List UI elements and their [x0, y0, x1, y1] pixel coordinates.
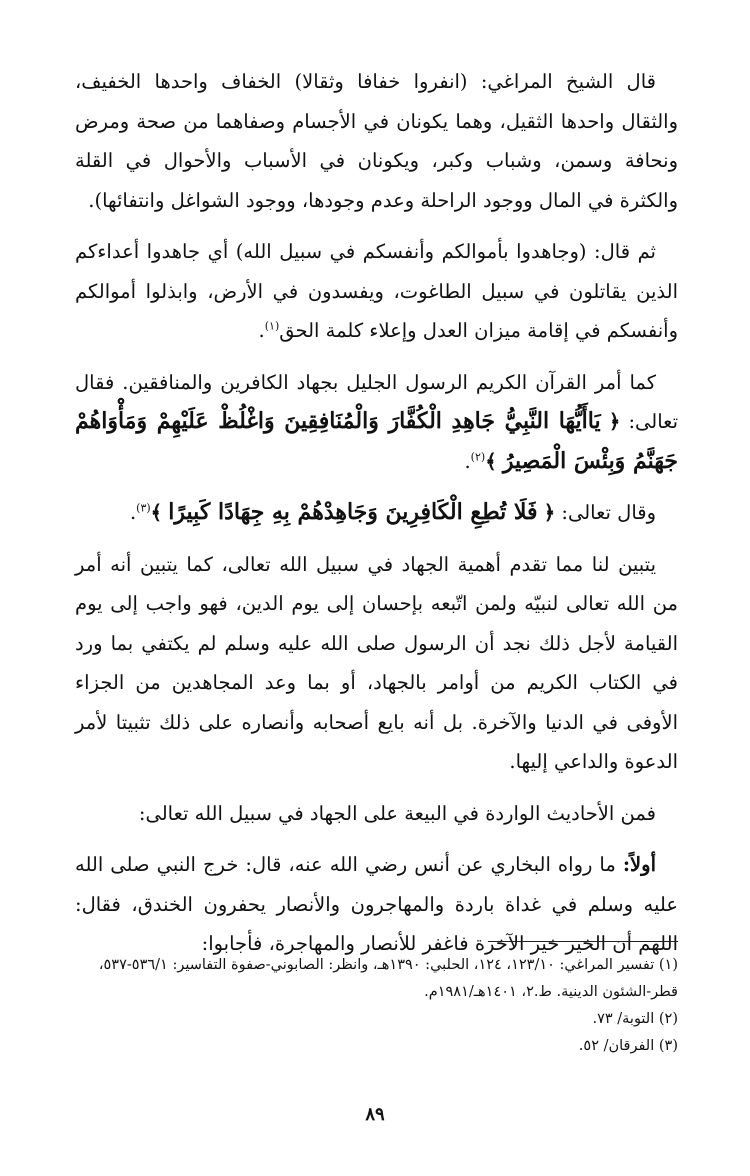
- footnote-divider: [488, 941, 678, 942]
- footnote-1: (١) تفسير المراغي: ١٢٣/١٠، ١٢٤، الحلبي: ١٣٩٠هـ، وانظر: الصابوني-صفوة التفاسير: ٥٣٦/١-٥٣٧، قطر-الشئون الدينية. ط.٢، ١٤٠١هـ/١٩٨١م.: [98, 957, 678, 1000]
- quran-verse-tawbah: يَاأَيُّهَا النَّبِيُّ جَاهِدِ الْكُفَّارَ وَالْمُنَافِقِينَ وَاغْلُظْ عَلَيْهِمْ وَمَأْوَاهُمْ جَهَنَّمُ وَبِئْسَ الْمَصِيرُ: [75, 408, 678, 474]
- ornate-bracket-close: ﴾: [150, 501, 163, 524]
- ornate-bracket-open: ﴿: [608, 410, 621, 433]
- footnote-ref-1[interactable]: (١): [264, 319, 280, 333]
- footnote-ref-3[interactable]: (٣): [136, 501, 151, 515]
- period: .: [464, 449, 471, 473]
- footnote-3: (٣) الفرقان/ ٥٢.: [578, 1038, 678, 1054]
- quran-verse-furqan: فَلَا تُطِعِ الْكَافِرِينَ وَجَاهِدْهُمْ بِهِ جِهَادًا كَبِيرًا: [168, 499, 538, 525]
- quran-command-intro: كما أمر القرآن الكريم الرسول الجليل بجهاد الكافرين والمنافقين. فقال تعالى:: [75, 370, 679, 433]
- paragraph-quran-command: [75, 363, 678, 482]
- paragraph-hadith-intro: فمن الأحاديث الواردة في البيعة على الجهاد في سبيل الله تعالى:: [138, 801, 656, 825]
- period: .: [129, 501, 137, 524]
- paragraph-importance-of-jihad: يتبين لنا مما تقدم أهمية الجهاد في سبيل الله تعالى، كما يتبين أنه أمر من الله تعالى لنبيّه ولمن اتّبعه بإحسان إلى يوم الدين، فهو واجب إلى يوم القيامة لأجل ذلك نجد أن الرسول صلى الله عليه وسلم لم يكتفي بما ورد في الكتاب الكريم من أوامر بالجهاد، أو بما وعد المجاهدين من الجزاء الأوفى في الدنيا والآخرة. بل أنه بايع أصحابه وأنصاره على ذلك تثبيتا لأمر الدعوة والداعي إليها.: [75, 552, 678, 773]
- footnote-ref-2[interactable]: (٢): [470, 450, 486, 463]
- paragraph-jihad-wealth: [75, 232, 678, 351]
- page-number: ٨٩: [365, 1104, 385, 1125]
- ornate-bracket-close: ﴾: [485, 449, 497, 473]
- paragraph-jihad-wealth-text: ثم قال: (وجاهدوا بأموالكم وأنفسكم في سبيل الله) أي جاهدوا أعداءكم الذين يقاتلون في سبيل الطاغوت، ويفسدون في الأرض، وابذلوا أموالكم وأنفسكم في إقامة ميزان العدل وإعلاء كلمة الحق: [75, 240, 678, 342]
- period: .: [258, 319, 265, 342]
- paragraph-first-hadith: [75, 845, 678, 964]
- first-hadith-lead: أولاً:: [622, 853, 656, 876]
- footnote-2: (٢) التوبة/ ٧٣.: [592, 1011, 678, 1027]
- paragraph-maraghi-quote: قال الشيخ المراغي: (انفروا خفافا وثقالا) الخفاف واحدها الخفيف، والثقال واحدها الثقيل، وهما يكونان في الأجسام وصفاهما من صحة ومرض ونحافة وسمن، وشباب وكبر، ويكونان في الأسباب والأحوال في القلة والكثرة في المال ووجود الراحلة وعدم وجودها، ووجود الشواغل وانتفائها).: [75, 70, 678, 212]
- ornate-bracket-open: ﴿: [543, 501, 556, 524]
- footnotes: [75, 952, 678, 1060]
- first-hadith-text: ما رواه البخاري عن أنس رضي الله عنه، قال: خرج النبي صلى الله عليه وسلم في غداة باردة والمهاجرون والأنصار يحفرون الخندق، فقال: اللهم أن الخير خير الآخرة فاغفر للأنصار والمهاجرة، فأجابوا:: [75, 853, 678, 955]
- furqan-intro: وقال تعالى:: [561, 501, 656, 524]
- paragraph-furqan: [75, 493, 678, 533]
- main-text: [75, 62, 678, 976]
